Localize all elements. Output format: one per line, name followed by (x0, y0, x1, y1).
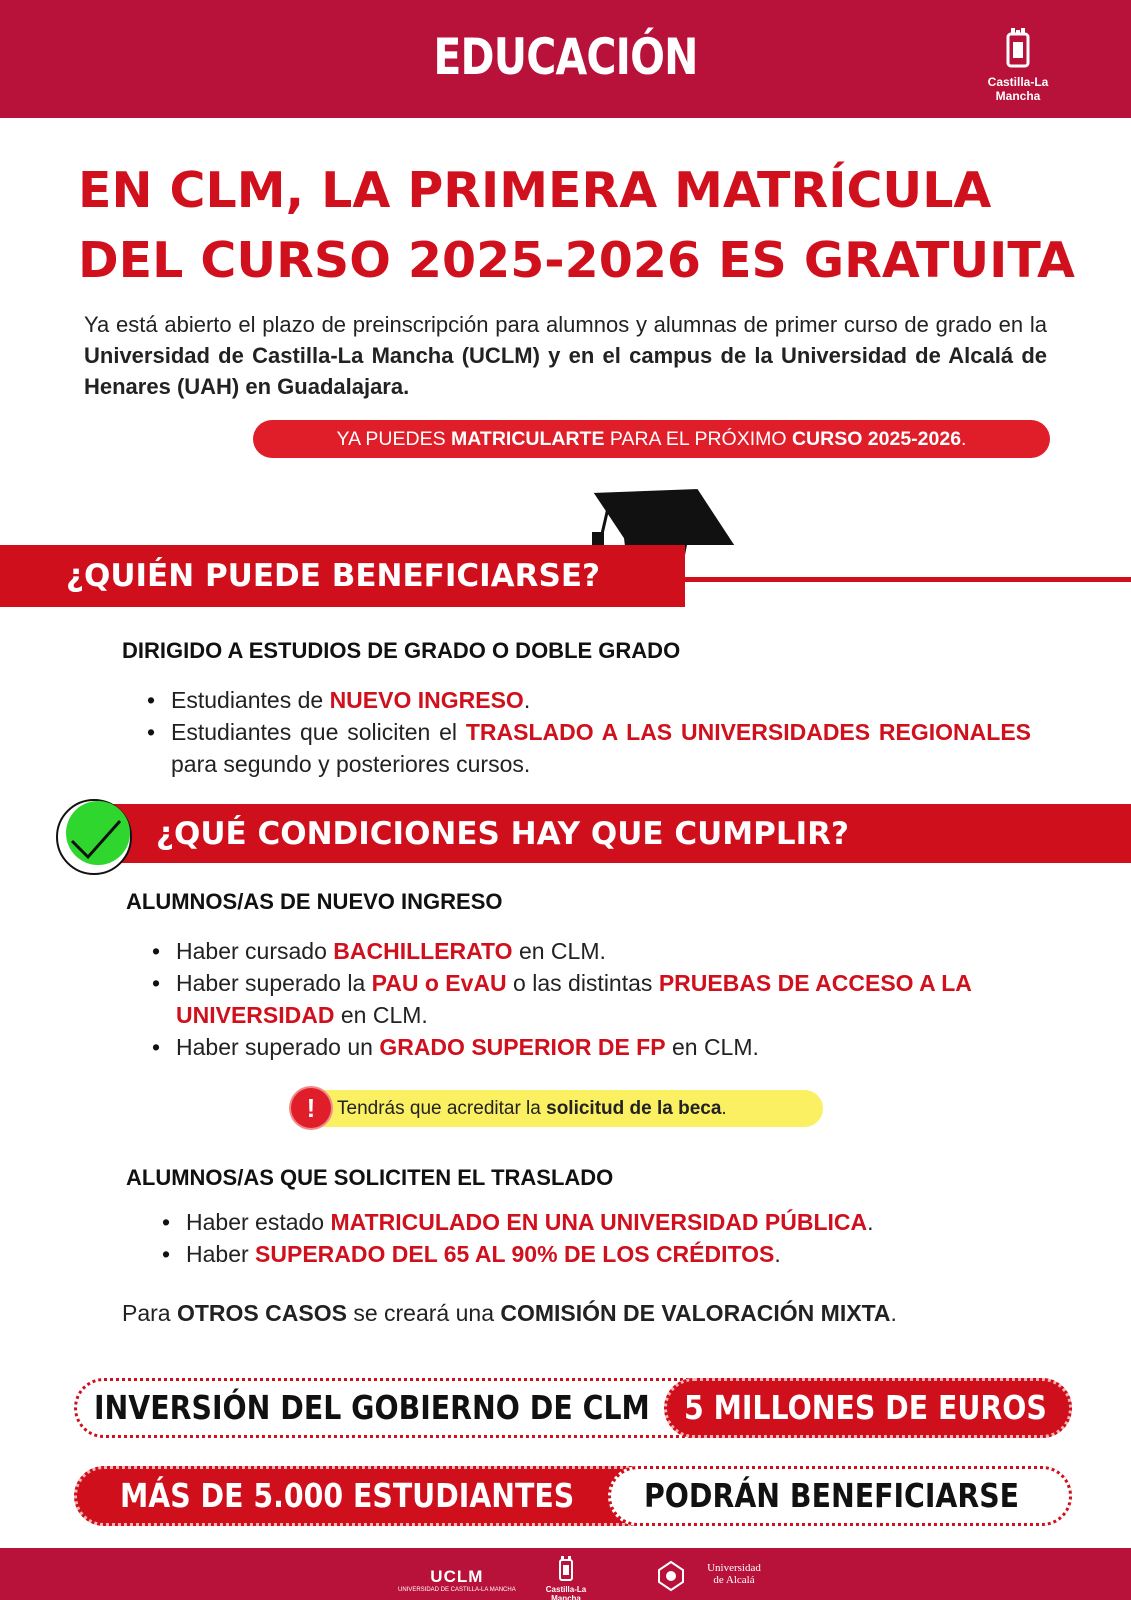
headline (78, 156, 1088, 296)
list-item-text: Haber cursado (176, 938, 334, 964)
clm-footer-label: Castilla-La Mancha (545, 1585, 587, 1600)
coat-of-arms-icon (558, 1556, 574, 1582)
new-students-list (176, 935, 1046, 1063)
section-conditions-title: ¿QUÉ CONDICIONES HAY QUE CUMPLIR? (156, 816, 850, 852)
exclamation-icon: ! (291, 1088, 331, 1128)
other-cases-note (122, 1300, 897, 1327)
uclm-logo-text: UCLM (430, 1567, 484, 1586)
pill-text-b: MATRICULARTE (451, 428, 605, 450)
pill-text-c: PARA EL PRÓXIMO (604, 428, 792, 450)
uclm-logo (398, 1567, 516, 1593)
benefit-label: PODRÁN BENEFICIARSE (644, 1476, 1020, 1515)
list-item-text: . (523, 687, 531, 713)
list-item-text: Haber estado (186, 1209, 331, 1235)
clm-footer-logo (534, 1556, 598, 1600)
section-who-title: ¿QUIÉN PUEDE BENEFICIARSE? (66, 558, 600, 594)
intro-paragraph (84, 309, 1047, 402)
scholarship-notice (291, 1090, 823, 1127)
list-item-highlight: TRASLADO A LAS UNIVERSIDADES REGIONALES (465, 719, 1032, 745)
list-item-highlight: PAU o EvAU (371, 970, 507, 996)
headline-line-1: EN CLM, LA PRIMERA MATRÍCULA (78, 162, 992, 219)
list-item-highlight: MATRICULADO EN UNA UNIVERSIDAD PÚBLICA (330, 1209, 868, 1235)
investment-label: INVERSIÓN DEL GOBIERNO DE CLM (94, 1388, 650, 1427)
pill-text-e: . (961, 428, 967, 450)
headline-line-2: DEL CURSO 2025-2026 ES GRATUITA (78, 232, 1075, 289)
intro-text: Ya está abierto el plazo de preinscripción para alumnos y alumnas de primer curso de grado en la (84, 312, 1047, 337)
uclm-logo-subtitle: UNIVERSIDAD DE CASTILLA-LA MANCHA (398, 1587, 516, 1593)
section-who-subhead: DIRIGIDO A ESTUDIOS DE GRADO O DOBLE GRADO (122, 638, 681, 663)
section-who-line (685, 577, 1131, 582)
list-item-text: en CLM. (334, 1002, 428, 1028)
coat-of-arms-icon (1005, 28, 1031, 72)
list-item-highlight: BACHILLERATO (333, 938, 513, 964)
note-highlight: COMISIÓN DE VALORACIÓN MIXTA (500, 1300, 891, 1326)
list-item (176, 1031, 1046, 1063)
list-item-text: Haber (186, 1241, 256, 1267)
list-item (186, 1206, 1046, 1238)
list-item-text: Estudiantes que soliciten el (171, 719, 466, 745)
list-item (186, 1238, 1046, 1270)
clm-logo-label: Castilla-La Mancha (987, 75, 1049, 103)
notice-text: . (721, 1098, 727, 1119)
transfer-subhead: ALUMNOS/AS QUE SOLICITEN EL TRASLADO (126, 1165, 614, 1190)
list-item-text: Haber superado la (176, 970, 372, 996)
enroll-banner (253, 420, 1050, 458)
list-item-text: Haber superado un (176, 1034, 380, 1060)
note-text: . (890, 1300, 897, 1326)
note-text: Para (122, 1300, 177, 1326)
note-highlight: OTROS CASOS (176, 1300, 347, 1326)
notice-text: Tendrás que acreditar la (337, 1098, 547, 1119)
list-item-highlight: GRADO SUPERIOR DE FP (379, 1034, 666, 1060)
list-item (171, 716, 1031, 780)
intro-universities: Universidad de Castilla-La Mancha (UCLM) y en el campus de la Universidad de Alcalá de Henares (UAH) en Guadalajara. (84, 343, 1047, 399)
list-item-text: Estudiantes de (171, 687, 330, 713)
note-text: se creará una (346, 1300, 501, 1326)
list-item-text: en CLM. (512, 938, 606, 964)
clm-logo (966, 28, 1070, 103)
list-item-highlight: PRUEBAS DE ACCESO A LA UNIVERSIDAD (176, 970, 972, 1028)
alcala-logo-text (694, 1562, 774, 1586)
checkmark-icon (54, 797, 134, 877)
list-item-text: o las distintas (506, 970, 659, 996)
list-item-highlight: NUEVO INGRESO (329, 687, 524, 713)
list-item-highlight: SUPERADO DEL 65 AL 90% DE LOS CRÉDITOS (255, 1241, 775, 1267)
pill-text-d: CURSO 2025-2026 (791, 428, 962, 450)
list-item-text: . (774, 1241, 781, 1267)
investment-amount: 5 MILLONES DE EUROS (684, 1388, 1047, 1427)
students-count: MÁS DE 5.000 ESTUDIANTES (120, 1476, 575, 1515)
pill-text-a: YA PUEDES (336, 428, 452, 450)
who-list (171, 684, 1031, 780)
university-crest-icon (656, 1560, 686, 1592)
alcala-logo-line-1: Universidad (707, 1562, 761, 1574)
list-item-text: . (867, 1209, 874, 1235)
list-item (176, 967, 1046, 1031)
list-item-text: en CLM. (665, 1034, 759, 1060)
notice-highlight: solicitud de la beca (546, 1098, 722, 1119)
page-category-title: EDUCACIÓN (433, 28, 698, 86)
list-item (176, 935, 1046, 967)
transfer-list (186, 1206, 1046, 1270)
list-item-text: para segundo y posteriores cursos. (171, 751, 531, 777)
list-item (171, 684, 1031, 716)
alcala-logo-line-2: de Alcalá (713, 1574, 755, 1586)
new-students-subhead: ALUMNOS/AS DE NUEVO INGRESO (126, 889, 503, 914)
